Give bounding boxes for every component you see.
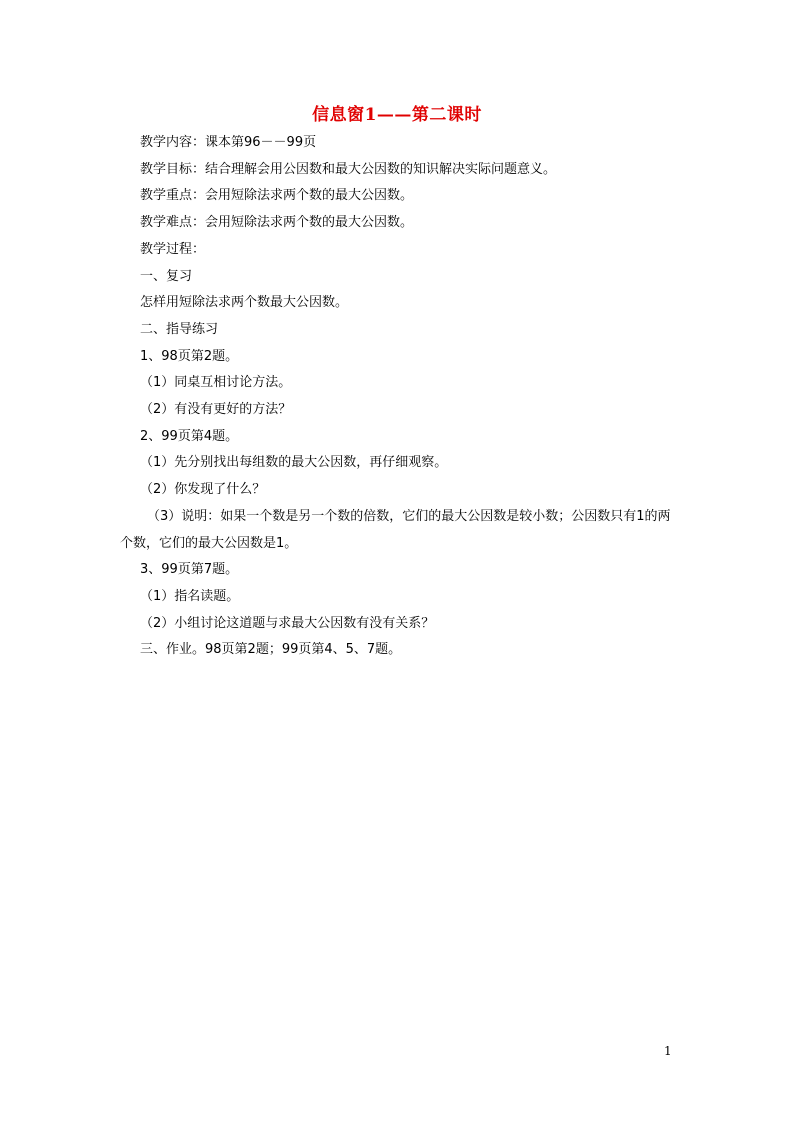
teaching-content-line: 教学内容：课本第96－－99页 <box>140 135 317 150</box>
practice-item-3-sub-1: （1）指名读题。 <box>140 588 240 604</box>
review-question-line: 怎样用短除法求两个数最大公因数。 <box>140 295 349 311</box>
section-review-heading: 一、复习 <box>140 268 193 284</box>
practice-item-3-sub-2: （2）小组讨论这道题与求最大公因数有没有关系？ <box>140 615 435 631</box>
teaching-goal-line: 教学目标：结合理解会用公因数和最大公因数的知识解决实际问题意义。 <box>140 161 557 177</box>
practice-item-3: 3、99页第7题。 <box>140 562 239 578</box>
practice-item-1-sub-2: （2）有没有更好的方法？ <box>140 402 292 418</box>
practice-item-2: 2、99页第4题。 <box>140 428 239 444</box>
teaching-focus-line: 教学重点：会用短除法求两个数的最大公因数。 <box>140 188 414 204</box>
section-homework-line: 三、作业。98页第2题；99页第4、5、7题。 <box>140 642 402 658</box>
practice-item-2-sub-1: （1）先分别找出每组数的最大公因数，再仔细观察。 <box>140 455 448 471</box>
page-number: 1 <box>664 1044 672 1058</box>
practice-item-1-sub-1: （1）同桌互相讨论方法。 <box>140 375 292 391</box>
teaching-difficulty-line: 教学难点：会用短除法求两个数的最大公因数。 <box>140 215 414 231</box>
teaching-process-line: 教学过程： <box>140 241 206 257</box>
document-title: 信息窗1——第二课时 <box>312 105 482 125</box>
section-practice-heading: 二、指导练习 <box>140 321 219 337</box>
practice-item-2-sub-3: （3）说明：如果一个数是另一个数的倍数，它们的最大公因数是较小数；公因数只有1的两个数，它们的最大公因数是1。 <box>120 508 671 551</box>
practice-item-1: 1、98页第2题。 <box>140 348 239 364</box>
document-body <box>120 130 680 664</box>
practice-item-2-sub-2: （2）你发现了什么？ <box>140 482 266 498</box>
